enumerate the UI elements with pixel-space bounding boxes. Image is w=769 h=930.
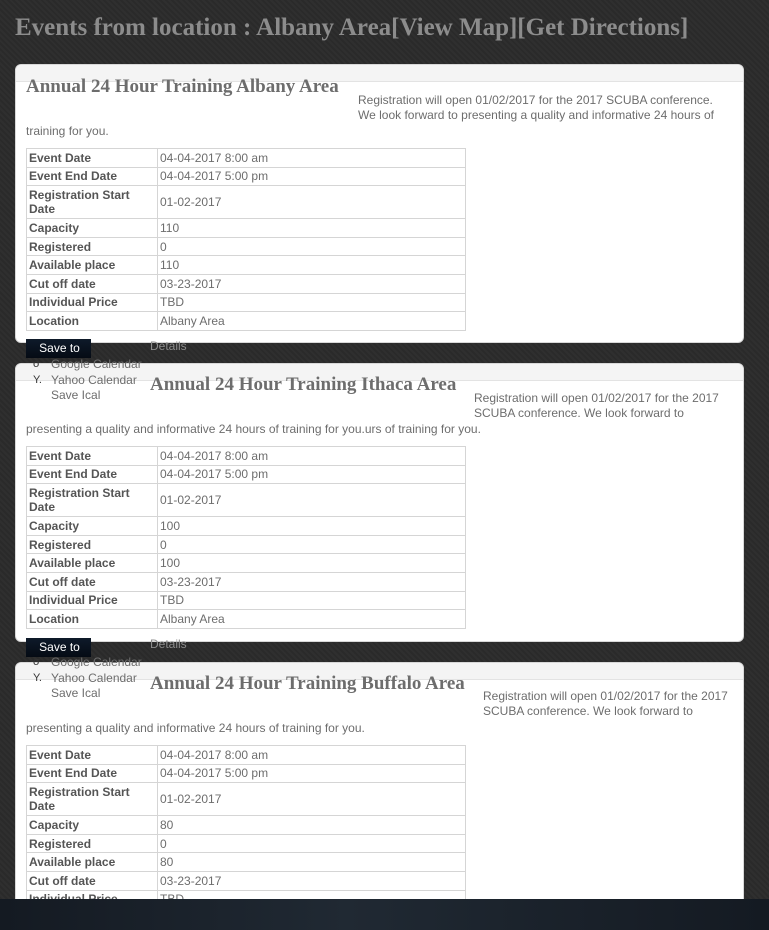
calendar-option-label: Google Calendar	[51, 655, 142, 669]
event-details-table	[26, 148, 466, 331]
field-label: Capacity	[27, 816, 158, 835]
table-row	[27, 764, 466, 783]
table-row	[27, 834, 466, 853]
table-row	[27, 447, 466, 466]
table-row	[27, 484, 466, 517]
calendar-dropdown	[26, 357, 151, 404]
field-label: Event End Date	[27, 764, 158, 783]
event-details-table	[26, 745, 466, 909]
table-row	[27, 186, 466, 219]
location-value: Albany Area	[158, 312, 466, 331]
event-card	[15, 363, 744, 642]
available-place-value: 100	[158, 554, 466, 573]
yahoo-calendar-option[interactable]	[26, 373, 151, 389]
save-to-button[interactable]: Save to	[26, 339, 91, 358]
table-row	[27, 517, 466, 536]
google-calendar-option[interactable]	[26, 655, 151, 671]
calendar-option-label: Save Ical	[51, 388, 101, 402]
field-label: Individual Price	[27, 293, 158, 312]
table-row	[27, 312, 466, 331]
bottom-bar	[0, 899, 769, 930]
google-icon: σ	[33, 656, 40, 668]
registration-start-date-value: 01-02-2017	[158, 186, 466, 219]
event-title: Annual 24 Hour Training Buffalo Area	[150, 673, 465, 694]
table-row	[27, 256, 466, 275]
field-label: Event Date	[27, 447, 158, 466]
yahoo-calendar-option[interactable]	[26, 671, 151, 687]
registered-value: 0	[158, 535, 466, 554]
google-calendar-option[interactable]	[26, 357, 151, 373]
details-link[interactable]: Details	[150, 339, 187, 353]
table-row	[27, 535, 466, 554]
yahoo-icon: Y.	[33, 373, 42, 386]
available-place-value: 80	[158, 853, 466, 872]
event-details-table	[26, 446, 466, 629]
event-end-date-value: 04-04-2017 5:00 pm	[158, 465, 466, 484]
table-row	[27, 871, 466, 890]
table-row	[27, 167, 466, 186]
field-label: Registered	[27, 535, 158, 554]
capacity-value: 80	[158, 816, 466, 835]
individual-price-value: TBD	[158, 591, 466, 610]
event-description: Registration will open 01/02/2017 for the 2017 SCUBA conference. We look forward to	[483, 689, 728, 718]
registered-value: 0	[158, 834, 466, 853]
table-row	[27, 816, 466, 835]
calendar-option-label: Google Calendar	[51, 357, 142, 371]
registration-start-date-value: 01-02-2017	[158, 783, 466, 816]
view-map-link[interactable]: [View Map]	[391, 14, 518, 41]
capacity-value: 100	[158, 517, 466, 536]
table-row	[27, 572, 466, 591]
calendar-dropdown	[26, 655, 151, 702]
field-label: Registration Start Date	[27, 186, 158, 219]
event-card	[15, 64, 744, 343]
page-title-text: Events from location : Albany Area	[15, 14, 392, 41]
table-row	[27, 465, 466, 484]
individual-price-value: TBD	[158, 293, 466, 312]
field-label: Location	[27, 610, 158, 629]
location-value: Albany Area	[158, 610, 466, 629]
field-label: Registration Start Date	[27, 484, 158, 517]
save-ical-option[interactable]	[26, 686, 151, 702]
save-to-button[interactable]: Save to	[26, 638, 91, 657]
field-label: Available place	[27, 853, 158, 872]
calendar-option-label: Yahoo Calendar	[51, 670, 137, 685]
field-label: Cut off date	[27, 572, 158, 591]
event-date-value: 04-04-2017 8:00 am	[158, 149, 466, 168]
table-row	[27, 853, 466, 872]
cut-off-date-value: 03-23-2017	[158, 274, 466, 293]
table-row	[27, 293, 466, 312]
table-row	[27, 219, 466, 238]
field-label: Available place	[27, 256, 158, 275]
registration-start-date-value: 01-02-2017	[158, 484, 466, 517]
event-title: Annual 24 Hour Training Ithaca Area	[150, 374, 457, 395]
table-row	[27, 274, 466, 293]
event-description: Registration will open 01/02/2017 for the 2017 SCUBA conference. We look forward to	[474, 391, 719, 420]
cut-off-date-value: 03-23-2017	[158, 572, 466, 591]
field-label: Registration Start Date	[27, 783, 158, 816]
calendar-option-label: Yahoo Calendar	[51, 372, 137, 387]
field-label: Capacity	[27, 219, 158, 238]
yahoo-icon: Y.	[33, 671, 42, 684]
save-ical-option[interactable]	[26, 388, 151, 404]
field-label: Registered	[27, 834, 158, 853]
registered-value: 0	[158, 237, 466, 256]
field-label: Cut off date	[27, 871, 158, 890]
field-label: Capacity	[27, 517, 158, 536]
event-description: Registration will open 01/02/2017 for the 2017 SCUBA conference. We look forward to presenting a quality and informative 24 hours of	[358, 93, 714, 122]
table-row	[27, 591, 466, 610]
field-label: Cut off date	[27, 274, 158, 293]
field-label: Registered	[27, 237, 158, 256]
cut-off-date-value: 03-23-2017	[158, 871, 466, 890]
event-title: Annual 24 Hour Training Albany Area	[26, 76, 339, 97]
table-row	[27, 746, 466, 765]
field-label: Event Date	[27, 149, 158, 168]
field-label: Available place	[27, 554, 158, 573]
table-row	[27, 237, 466, 256]
google-icon: σ	[33, 358, 40, 370]
event-date-value: 04-04-2017 8:00 am	[158, 447, 466, 466]
table-row	[27, 149, 466, 168]
field-label: Location	[27, 312, 158, 331]
capacity-value: 110	[158, 219, 466, 238]
table-row	[27, 554, 466, 573]
table-row	[27, 783, 466, 816]
field-label: Individual Price	[27, 591, 158, 610]
page-title	[15, 14, 688, 42]
table-row	[27, 610, 466, 629]
available-place-value: 110	[158, 256, 466, 275]
event-description-continued: training for you.	[26, 124, 109, 138]
field-label: Event Date	[27, 746, 158, 765]
calendar-option-label: Save Ical	[51, 686, 101, 700]
field-label: Event End Date	[27, 465, 158, 484]
event-description-continued: presenting a quality and informative 24 hours of training for you.urs of training for you.	[26, 422, 481, 436]
details-link[interactable]: Details	[150, 637, 187, 651]
field-label: Event End Date	[27, 167, 158, 186]
get-directions-link[interactable]: [Get Directions]	[517, 14, 689, 41]
event-description-continued: presenting a quality and informative 24 hours of training for you.	[26, 721, 365, 735]
event-end-date-value: 04-04-2017 5:00 pm	[158, 764, 466, 783]
event-end-date-value: 04-04-2017 5:00 pm	[158, 167, 466, 186]
event-date-value: 04-04-2017 8:00 am	[158, 746, 466, 765]
